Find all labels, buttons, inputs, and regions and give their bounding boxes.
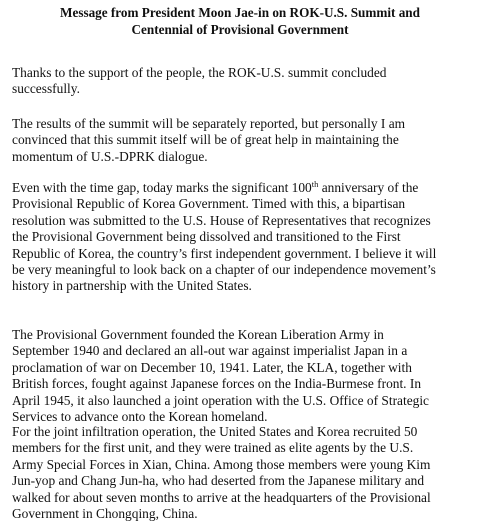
text-line: the Provisional Government being dissolved and transitioned to the First	[12, 229, 401, 245]
paragraph-summit-conclusion	[12, 65, 474, 98]
text-line: proclamation of war on December 10, 1941. Later, the KLA, together with	[12, 359, 412, 375]
text-line: be very meaningful to look back on a chapter of our independence movement’s	[12, 262, 436, 278]
text-line: resolution was submitted to the U.S. House of Representatives that recognizes	[12, 212, 431, 228]
text-line: successfully.	[12, 81, 80, 97]
paragraph-summit-results	[12, 116, 474, 165]
text-line: Provisional Republic of Korea Government. Timed with this, a bipartisan	[12, 196, 406, 212]
text-fragment: anniversary of the	[318, 180, 419, 195]
text-fragment: Even with the time gap, today marks the significant 100	[12, 180, 312, 195]
text-line: walked for about seven months to arrive at the headquarters of the Provisional	[12, 489, 431, 505]
text-line: momentum of U.S.-DPRK dialogue.	[12, 148, 208, 164]
text-line: convinced that this summit itself will be of great help in maintaining the	[12, 132, 399, 148]
text-line: April 1945, it also launched a joint operation with the U.S. Office of Strategic	[12, 392, 429, 408]
text-line: September 1940 and declared an all-out war against imperialist Japan in a	[12, 343, 408, 359]
title-line: Centennial of Provisional Government	[131, 22, 349, 37]
title-line: Message from President Moon Jae-in on ROK-U.S. Summit and	[60, 5, 420, 20]
text-line: British forces, fought against Japanese forces on the India-Burmese front. In	[12, 376, 422, 392]
superscript-ordinal: th	[311, 179, 319, 189]
text-line: The Provisional Government founded the Korean Liberation Army in	[12, 327, 384, 342]
text-line: history in partnership with the United States.	[12, 278, 252, 294]
text-line: For the joint infiltration operation, the United States and Korea recruited 50	[12, 424, 418, 439]
paragraph-joint-operation	[12, 424, 474, 522]
page-title	[0, 4, 480, 38]
text-line: members for the first unit, and they were trained as elite agents by the U.S.	[12, 440, 414, 456]
text-line: Republic of Korea, the country’s first independent government. I believe it will	[12, 245, 437, 261]
text-line: Government in Chongqing, China.	[12, 506, 198, 522]
paragraph-anniversary	[12, 180, 474, 295]
text-line: Thanks to the support of the people, the ROK-U.S. summit concluded	[12, 65, 387, 80]
text-line: Services to advance onto the Korean homeland.	[12, 409, 268, 425]
text-line: The results of the summit will be separately reported, but personally I am	[12, 116, 406, 131]
paragraph-liberation-army	[12, 327, 474, 425]
text-line	[12, 180, 474, 196]
text-line: Jun-yop and Chang Jun-ha, who had deserted from the Japanese military and	[12, 473, 425, 489]
text-line: Army Special Forces in Xian, China. Among those members were young Kim	[12, 456, 431, 472]
